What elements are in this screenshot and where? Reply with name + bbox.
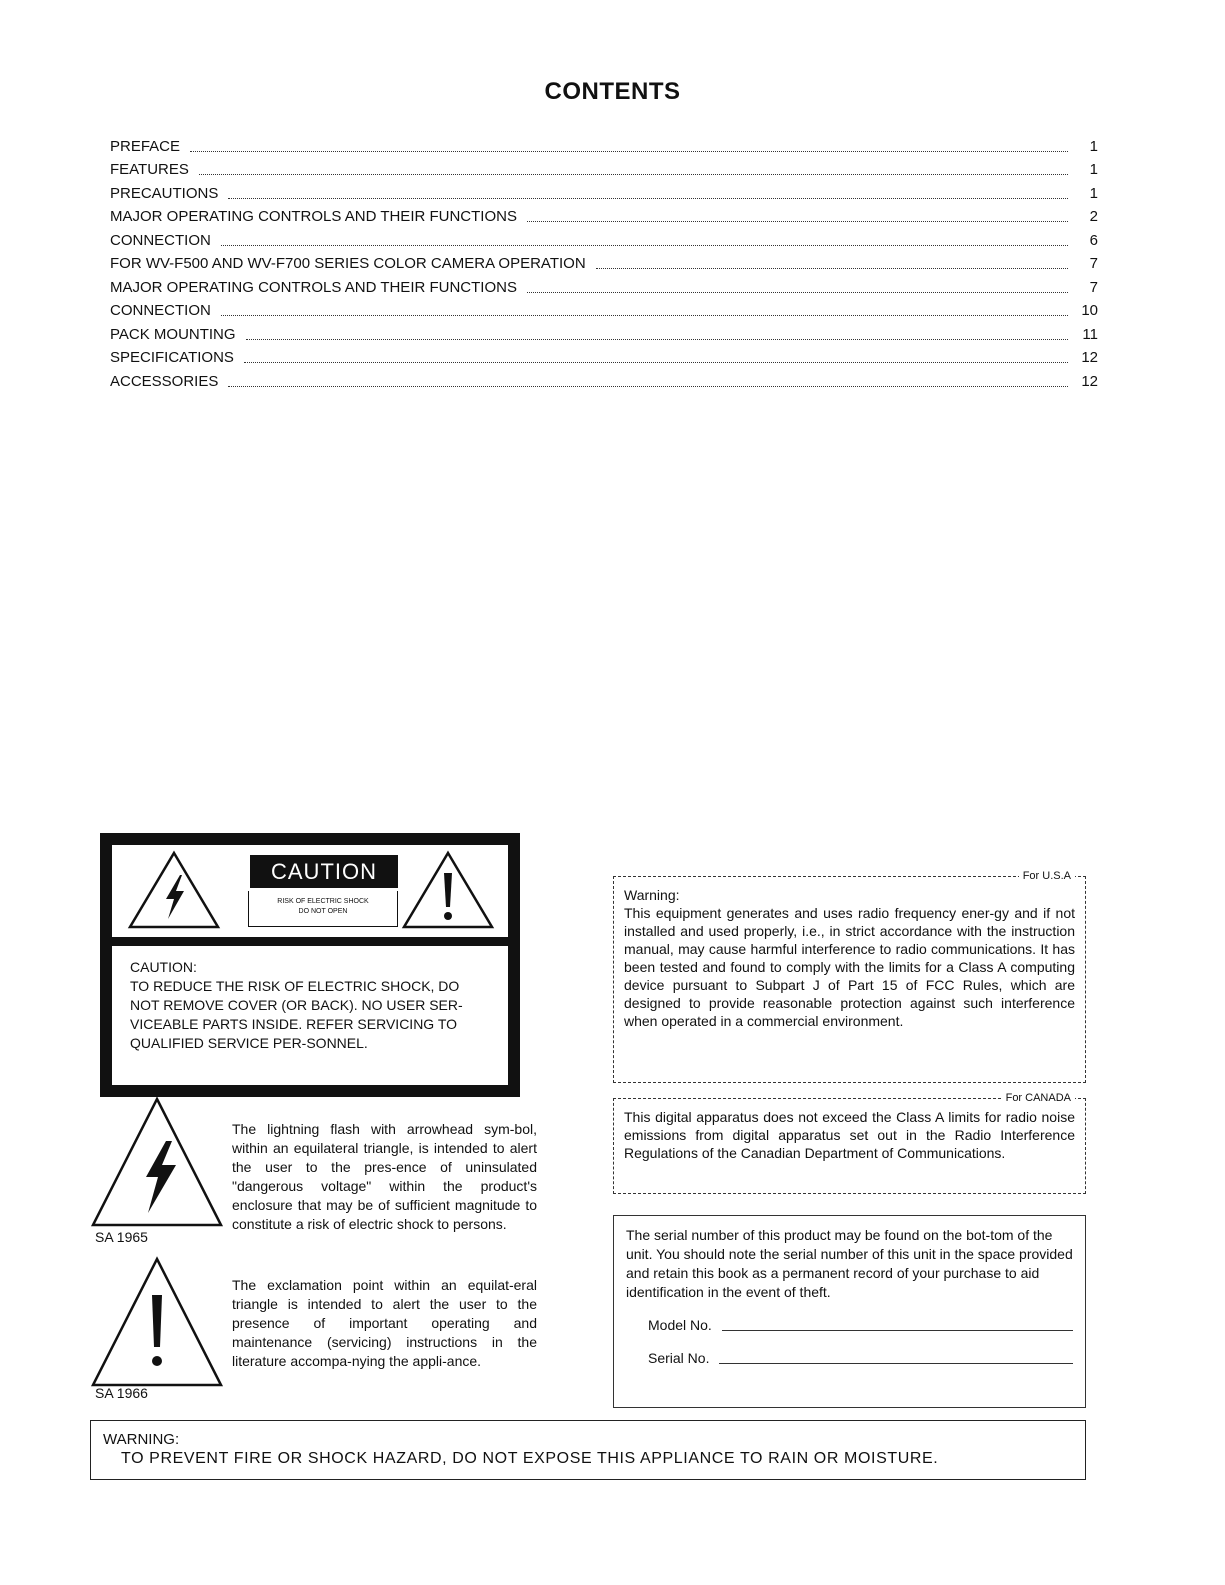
toc-page: 2 [1089,208,1098,225]
serial-line [719,1362,1073,1364]
caution-panel [100,833,520,1097]
lightning-description: The lightning flash with arrowhead sym-bol, within an equilateral triangle, is intended to alert the user to the pres-ence of uninsulated "dangerous voltage" within the product's enclosure that may be of sufficient magnitude to constitute a risk of electric shock to persons. [232,1121,537,1232]
caution-sub-line2: DO NOT OPEN [298,908,348,915]
toc-page: 1 [1089,161,1098,178]
warning-heading: WARNING: [103,1431,180,1448]
toc-page: 11 [1082,325,1098,343]
toc-entry[interactable] [110,156,1098,180]
toc-label: PRECAUTIONS [110,184,219,202]
toc-page: 1 [1089,137,1098,155]
usa-tag: For U.S.A [1019,867,1075,885]
canada-tag: For CANADA [1002,1089,1075,1107]
toc-page: 10 [1081,302,1098,319]
toc-entry[interactable] [110,132,1098,156]
toc-page: 7 [1089,255,1098,272]
toc-page: 7 [1089,278,1098,296]
model-number-field[interactable] [626,1316,1073,1335]
lightning-warning-icon [126,849,222,931]
toc-page: 12 [1081,349,1098,366]
toc-page: 1 [1089,184,1098,202]
toc-label: FOR WV-F500 AND WV-F700 SERIES COLOR CAMERA OPERATION [110,255,586,272]
caution-header [112,845,508,937]
table-of-contents [110,132,1098,391]
toc-label: MAJOR OPERATING CONTROLS AND THEIR FUNCTIONS [110,208,517,225]
toc-leader [221,244,1068,246]
toc-entry[interactable] [110,320,1098,344]
toc-label: CONNECTION [110,302,211,319]
toc-entry[interactable] [110,250,1098,274]
toc-entry[interactable] [110,203,1098,227]
toc-leader [221,314,1068,316]
exclamation-warning-icon [400,849,496,931]
toc-label: FEATURES [110,161,189,178]
toc-leader [190,150,1068,152]
model-line [722,1329,1073,1331]
canada-body: This digital apparatus does not exceed the Class A limits for radio noise emissions from digital apparatus set out in the Radio Interference Regulations of the Canadian Department of Communications. [624,1109,1075,1161]
toc-label: PREFACE [110,137,181,155]
toc-leader [244,361,1068,363]
toc-label: ACCESSORIES [110,372,219,390]
toc-leader [596,267,1068,269]
serial-number-box [613,1215,1086,1408]
toc-leader [228,197,1068,199]
exclamation-description: The exclamation point within an equilat-eral triangle is intended to alert the user to the presence of important operating and maintenance (servicing) instructions in the literature accompa-nying the appli-ance. [232,1277,537,1369]
serial-number-field[interactable] [626,1349,1073,1368]
caution-body: TO REDUCE THE RISK OF ELECTRIC SHOCK, DO NOT REMOVE COVER (OR BACK). NO USER SER-VICEABLE PARTS INSIDE. REFER SERVICING TO QUALIFIED SERVICE PER-SONNEL. [130,978,463,1051]
serial-label: Serial No. [648,1350,710,1366]
toc-entry[interactable] [110,367,1098,391]
page-title: CONTENTS [544,78,681,105]
usa-heading: Warning: [624,887,680,903]
warning-text: TO PREVENT FIRE OR SHOCK HAZARD, DO NOT EXPOSE THIS APPLIANCE TO RAIN OR MOISTURE. [121,1450,939,1467]
toc-leader [527,220,1068,222]
caution-heading: CAUTION: [130,959,197,975]
toc-entry[interactable] [110,273,1098,297]
model-label: Model No. [648,1317,712,1333]
toc-leader [246,338,1068,340]
lightning-symbol-icon [90,1095,225,1230]
toc-label: PACK MOUNTING [110,325,236,343]
toc-entry[interactable] [110,344,1098,368]
moisture-warning-box [90,1420,1086,1480]
serial-instructions: The serial number of this product may be found on the bot-tom of the unit. You should note the serial number of this unit in the space provided and retain this book as a permanent record of your purchase to aid identification in the event of theft. [626,1227,1073,1300]
toc-label: CONNECTION [110,231,211,249]
usa-fcc-notice [613,870,1086,1083]
toc-leader [527,291,1068,293]
exclamation-symbol-icon [90,1255,225,1390]
toc-page: 6 [1089,231,1098,249]
usa-body: This equipment generates and uses radio frequency ener-gy and if not installed and used properly, i.e., in strict accordance with the instruction manual, may cause harmful interference to radio communications. It has been tested and found to comply with the limits for a Class A computing device pursuant to Subpart J of Part 15 of FCC Rules, which are designed to provide reasonable protection against such interference when operated in a commercial environment. [624,905,1075,1029]
sa-1965-code: SA 1965 [95,1229,148,1245]
canada-notice [613,1092,1086,1194]
toc-entry[interactable] [110,297,1098,321]
toc-entry[interactable] [110,226,1098,250]
toc-leader [228,385,1068,387]
toc-entry[interactable] [110,179,1098,203]
caution-sub-line1: RISK OF ELECTRIC SHOCK [277,898,369,905]
toc-label: SPECIFICATIONS [110,349,234,366]
toc-leader [199,173,1068,175]
sa-1966-code: SA 1966 [95,1385,148,1401]
caution-text [112,946,508,1085]
caution-label: CAUTION [250,855,398,888]
toc-page: 12 [1081,372,1098,390]
toc-label: MAJOR OPERATING CONTROLS AND THEIR FUNCTIONS [110,278,517,296]
caution-sublabel [248,891,398,927]
